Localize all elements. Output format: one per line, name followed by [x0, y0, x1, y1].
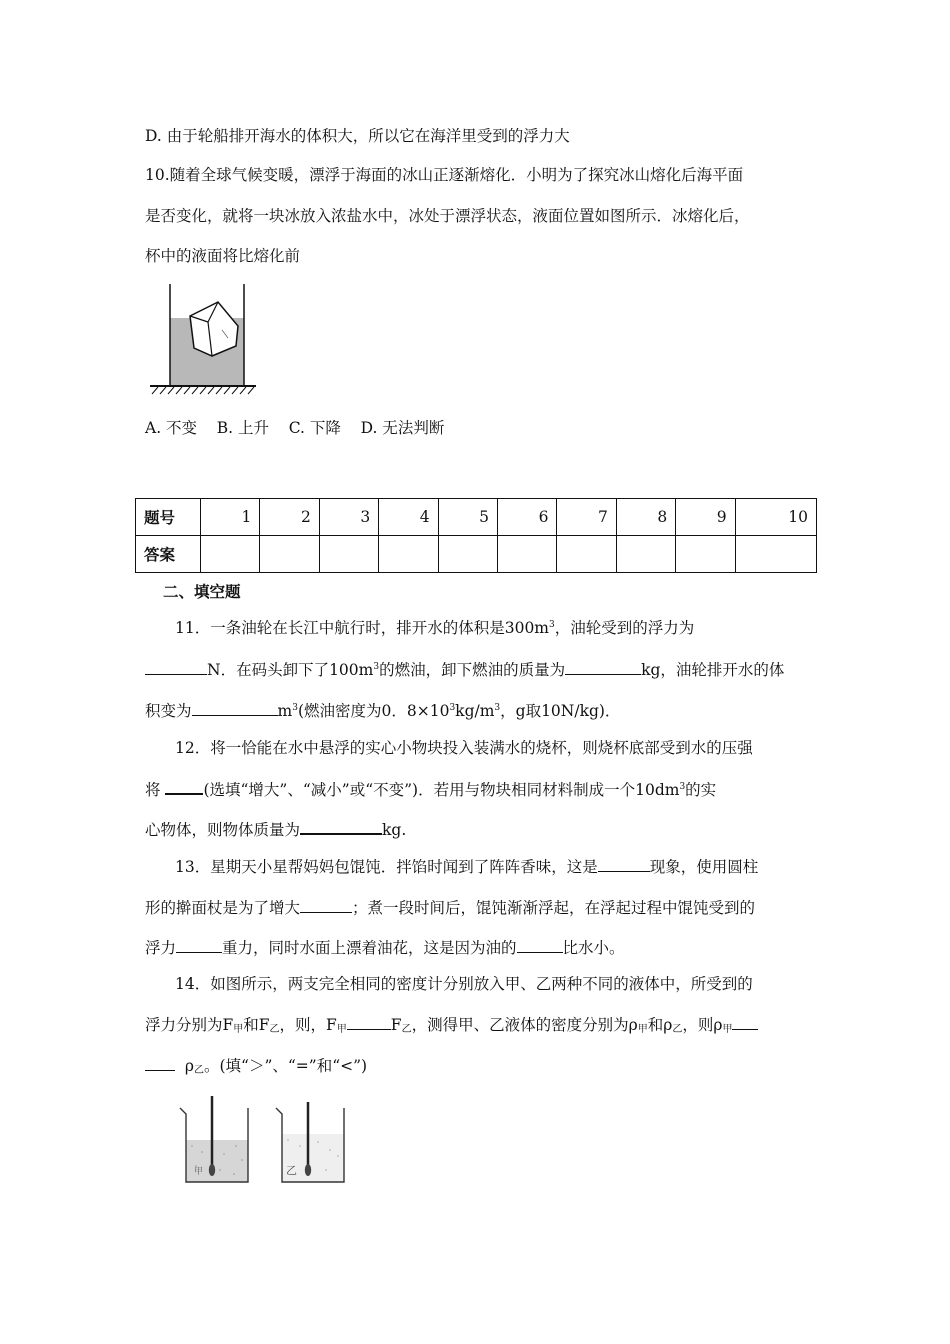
- q13-blank-1[interactable]: [598, 856, 650, 872]
- table-cell-number: 8: [616, 499, 675, 536]
- section-title: 二、填空题: [163, 582, 241, 601]
- table-cell-number: 10: [735, 499, 816, 536]
- q10-option-a: A. 不变: [145, 419, 198, 437]
- ice-beaker-figure: [148, 280, 263, 397]
- table-cell-number: 6: [498, 499, 557, 536]
- question-number-label: 题号: [136, 499, 201, 536]
- answer-table-answer-row: [136, 536, 817, 573]
- q10-option-d: D. 无法判断: [360, 419, 445, 437]
- answer-cell[interactable]: [438, 536, 497, 573]
- answer-cell[interactable]: [201, 536, 260, 573]
- q12-blank-1[interactable]: [165, 778, 203, 795]
- answer-cell[interactable]: [379, 536, 438, 573]
- q10-options: [145, 418, 444, 438]
- q11-blank-2[interactable]: [565, 659, 641, 675]
- q14-line1: 14．如图所示，两支完全相同的密度计分别放入甲、乙两种不同的液体中，所受到的: [175, 975, 753, 993]
- answer-table-header-row: [136, 499, 817, 536]
- q12-line1: 12．将一恰能在水中悬浮的实心小物块投入装满水的烧杯，则烧杯底部受到水的压强: [175, 739, 753, 757]
- answer-cell[interactable]: [498, 536, 557, 573]
- table-cell-number: 4: [379, 499, 438, 536]
- q14-line2: 浮力分别为$F_甲$和$F_乙$，则，$F_甲$ $F_乙$，测得甲、乙液体的密度分别为$\rho_甲$和$\rho_乙$，则$\rho_甲$: [145, 1014, 758, 1035]
- q13-line2: 形的擀面杖是为了增大 ；煮一段时间后，馄饨渐渐浮起，在浮起过程中馄饨受到的: [145, 899, 756, 917]
- q13-line1: 13．星期天小星帮妈妈包馄饨．拌馅时闻到了阵阵香味，这是 现象，使用圆柱: [175, 858, 759, 876]
- q10-text-line3: 杯中的液面将比熔化前: [145, 247, 301, 265]
- hydrometer-beakers-figure: [178, 1094, 353, 1186]
- table-cell-number: 2: [260, 499, 319, 536]
- q14-line3: $\rho_乙$。(填“＞”、“=”和“<”): [145, 1055, 367, 1076]
- beaker-b: [276, 1102, 344, 1182]
- q12-blank-2[interactable]: [300, 818, 382, 835]
- q13-blank-3[interactable]: [176, 937, 222, 953]
- answer-cell[interactable]: [260, 536, 319, 573]
- table-cell-number: 1: [201, 499, 260, 536]
- table-cell-number: 9: [676, 499, 735, 536]
- q12-line2: 将 (选填“增大”、“减小”或“不变”)．若用与物块相同材料制成一个$10dm^3$的实: [145, 778, 716, 800]
- q11-blank-3[interactable]: [192, 700, 278, 716]
- q11-line3: 积变为 $m^3$(燃油密度为0．$8\times 10^3kg/m^3$，g取10N/kg)．: [145, 702, 621, 720]
- answer-table: [135, 498, 817, 573]
- q10-option-b: B. 上升: [216, 419, 270, 437]
- answer-cell[interactable]: [616, 536, 675, 573]
- table-cell-number: 3: [319, 499, 378, 536]
- q14-blank-2b[interactable]: [145, 1055, 175, 1071]
- q13-blank-4[interactable]: [517, 937, 563, 953]
- q12-line3: 心物体，则物体质量为 kg.: [145, 818, 406, 840]
- beaker-a-label: 甲: [194, 1167, 204, 1177]
- answer-cell[interactable]: [676, 536, 735, 573]
- q13-blank-2[interactable]: [300, 897, 352, 913]
- beaker-a: [180, 1096, 248, 1182]
- q14-blank-2a[interactable]: [732, 1014, 758, 1030]
- q11-blank-1[interactable]: [145, 659, 207, 675]
- table-cell-number: 5: [438, 499, 497, 536]
- q10-option-c: C. 下降: [288, 419, 341, 437]
- q13-line3: 浮力 重力，同时水面上漂着油花，这是因为油的 比水小。: [145, 939, 625, 957]
- answer-cell[interactable]: [557, 536, 616, 573]
- beaker-b-label: 乙: [286, 1164, 297, 1177]
- q9-option-d: D. 由于轮船排开海水的体积大，所以它在海洋里受到的浮力大: [145, 127, 570, 145]
- answer-label: 答案: [136, 536, 201, 573]
- answer-cell[interactable]: [319, 536, 378, 573]
- q11-line1: 11．一条油轮在长江中航行时，排开水的体积是$300m^3$，油轮受到的浮力为: [175, 619, 695, 637]
- q11-line2: N．在码头卸下了$100m^3$的燃油，卸下燃油的质量为 kg，油轮排开水的体: [145, 659, 784, 680]
- q14-blank-1[interactable]: [347, 1014, 391, 1030]
- q10-text-line1: 10.随着全球气候变暖，漂浮于海面的冰山正逐渐熔化．小明为了探究冰山熔化后海平面: [145, 166, 744, 184]
- table-cell-number: 7: [557, 499, 616, 536]
- q10-text-line2: 是否变化，就将一块冰放入浓盐水中，冰处于漂浮状态，液面位置如图所示．冰熔化后，: [145, 207, 750, 225]
- answer-cell[interactable]: [735, 536, 816, 573]
